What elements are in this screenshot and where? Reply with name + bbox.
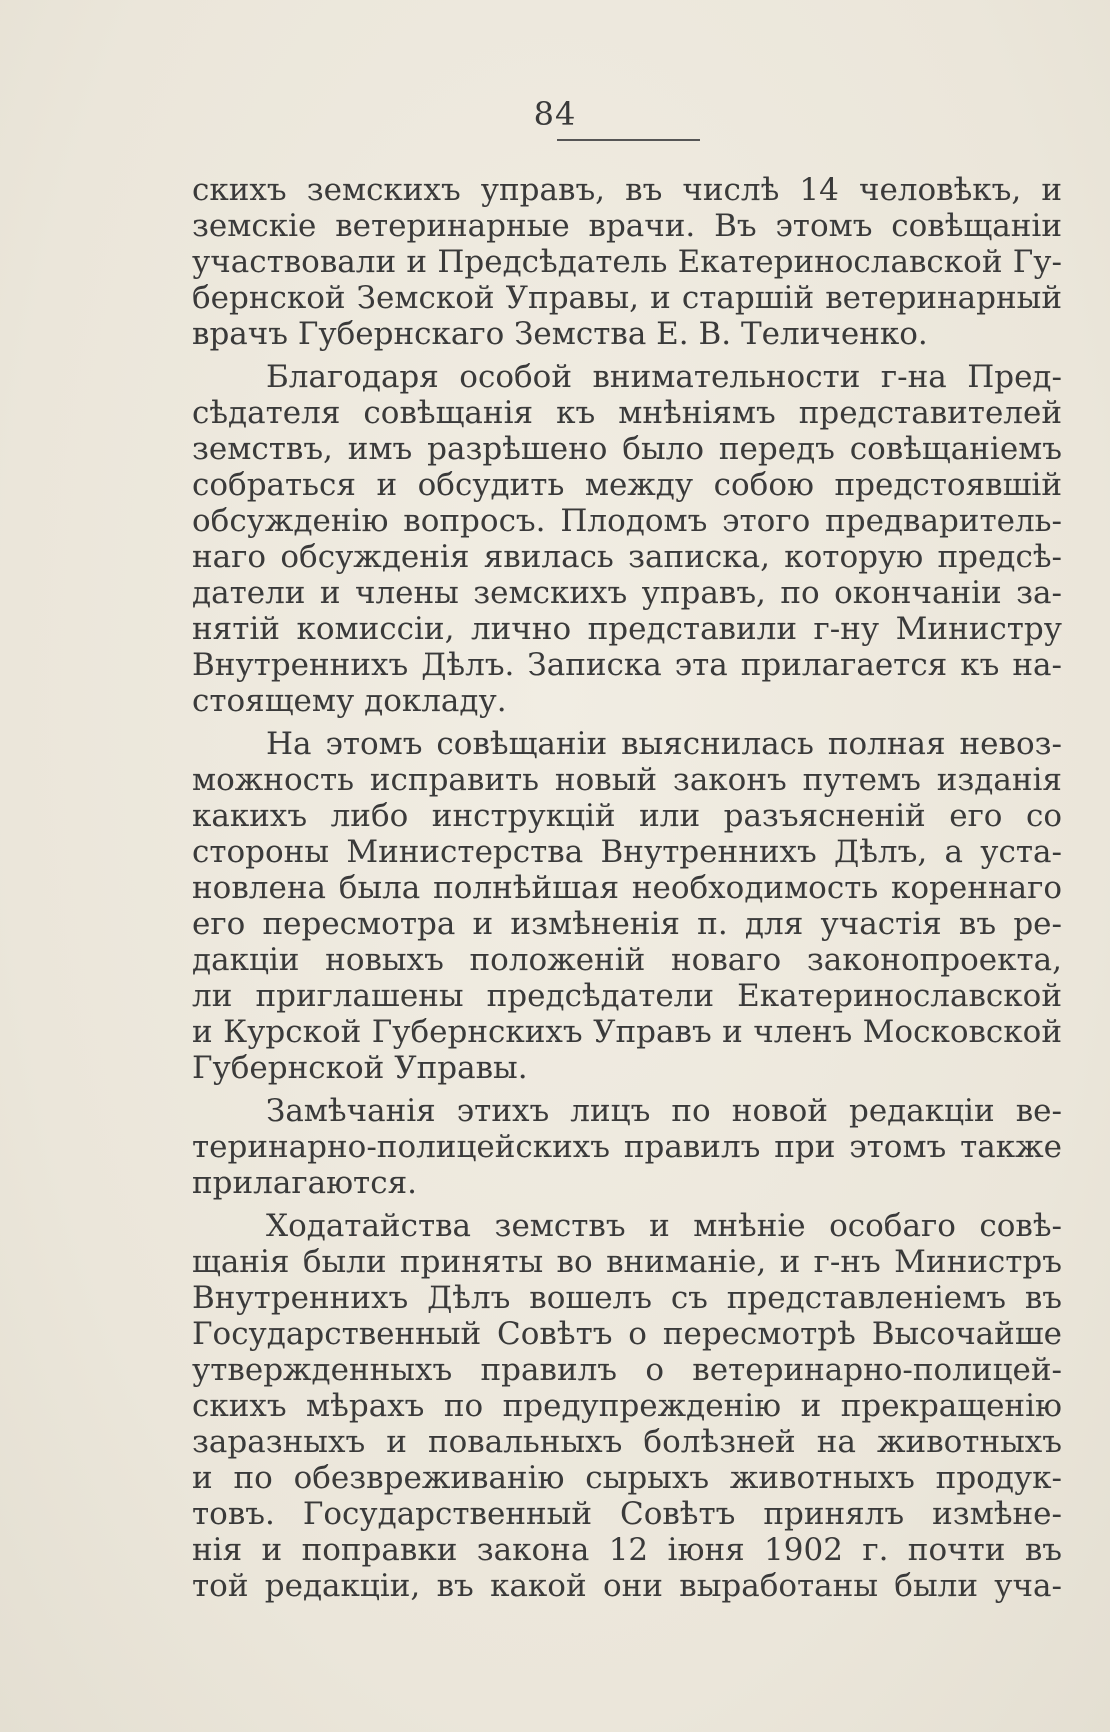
text-line: ли приглашены предсѣдатели Екатеринославской xyxy=(192,978,1062,1014)
text-line: прилагаются. xyxy=(192,1165,417,1201)
text-line: теринарно-полицейскихъ правилъ при этомъ также xyxy=(192,1129,1062,1165)
text-line: утвержденныхъ правилъ о ветеринарно-полицей- xyxy=(192,1352,1062,1388)
page-number: 84 xyxy=(533,95,577,133)
text-line: участвовали и Предсѣдатель Екатеринославской Гу- xyxy=(192,244,1062,280)
text-line: собраться и обсудить между собою предстоявшій xyxy=(192,467,1062,503)
text-line: стоящему докладу. xyxy=(192,683,507,719)
text-line: скихъ земскихъ управъ, въ числѣ 14 человѣкъ, и xyxy=(192,172,1062,208)
paragraph xyxy=(192,1208,1062,1604)
text-line: его пересмотра и измѣненія п. для участія въ ре- xyxy=(192,906,1062,942)
text-line: стороны Министерства Внутреннихъ Дѣлъ, а уста- xyxy=(192,834,1062,870)
header-rule xyxy=(557,139,700,141)
text-line: Губернской Управы. xyxy=(192,1050,528,1086)
text-line: земскіе ветеринарные врачи. Въ этомъ совѣщаніи xyxy=(192,208,1062,244)
text-line: нятій комиссіи, лично представили г-ну Министру xyxy=(192,611,1062,647)
text-line: Государственный Совѣтъ о пересмотрѣ Высочайше xyxy=(192,1316,1062,1352)
text-line: товъ. Государственный Совѣтъ принялъ измѣне- xyxy=(192,1496,1062,1532)
text-line: нія и поправки закона 12 іюня 1902 г. почти въ xyxy=(192,1532,1062,1568)
paragraph xyxy=(192,172,1062,352)
text-line: дакціи новыхъ положеній новаго законопроекта, xyxy=(192,942,1062,978)
text-line: Благодаря особой внимательности г-на Пред- xyxy=(266,359,1062,395)
text-line: врачъ Губернскаго Земства Е. В. Теличенко. xyxy=(192,316,928,352)
text-line: На этомъ совѣщаніи выяснилась полная невоз- xyxy=(266,726,1062,762)
text-line: скихъ мѣрахъ по предупрежденію и прекращенію xyxy=(192,1388,1062,1424)
text-line: датели и члены земскихъ управъ, по окончаніи за- xyxy=(192,575,1062,611)
text-line: земствъ, имъ разрѣшено было передъ совѣщаніемъ xyxy=(192,431,1062,467)
text-line: бернской Земской Управы, и старшій ветеринарный xyxy=(192,280,1062,316)
paragraph xyxy=(192,726,1062,1086)
paragraph xyxy=(192,359,1062,719)
text-line: новлена была полнѣйшая необходимость кореннаго xyxy=(192,870,1062,906)
text-line: наго обсужденія явилась записка, которую предсѣ- xyxy=(192,539,1062,575)
text-line: Внутреннихъ Дѣлъ вошелъ съ представленіемъ въ xyxy=(192,1280,1062,1316)
text-line: и Курской Губернскихъ Управъ и членъ Московской xyxy=(192,1014,1062,1050)
text-line: обсужденію вопросъ. Плодомъ этого предваритель- xyxy=(192,503,1062,539)
text-line: Внутреннихъ Дѣлъ. Записка эта прилагается къ на- xyxy=(192,647,1062,683)
body-text xyxy=(192,172,1062,1604)
text-line: той редакціи, въ какой они выработаны были уча- xyxy=(192,1568,1062,1604)
text-line: щанія были приняты во вниманіе, и г-нъ Министръ xyxy=(192,1244,1062,1280)
text-line: какихъ либо инструкцій или разъясненій его со xyxy=(192,798,1062,834)
text-line: сѣдателя совѣщанія къ мнѣніямъ представителей xyxy=(192,395,1062,431)
text-line: Ходатайства земствъ и мнѣніе особаго совѣ- xyxy=(266,1208,1062,1244)
text-line: заразныхъ и повальныхъ болѣзней на животныхъ xyxy=(192,1424,1062,1460)
text-line: Замѣчанія этихъ лицъ по новой редакціи ве- xyxy=(266,1093,1062,1129)
text-line: можность исправить новый законъ путемъ изданія xyxy=(192,762,1062,798)
paragraph xyxy=(192,1093,1062,1201)
text-line: и по обезвреживанію сырыхъ животныхъ продук- xyxy=(192,1460,1062,1496)
